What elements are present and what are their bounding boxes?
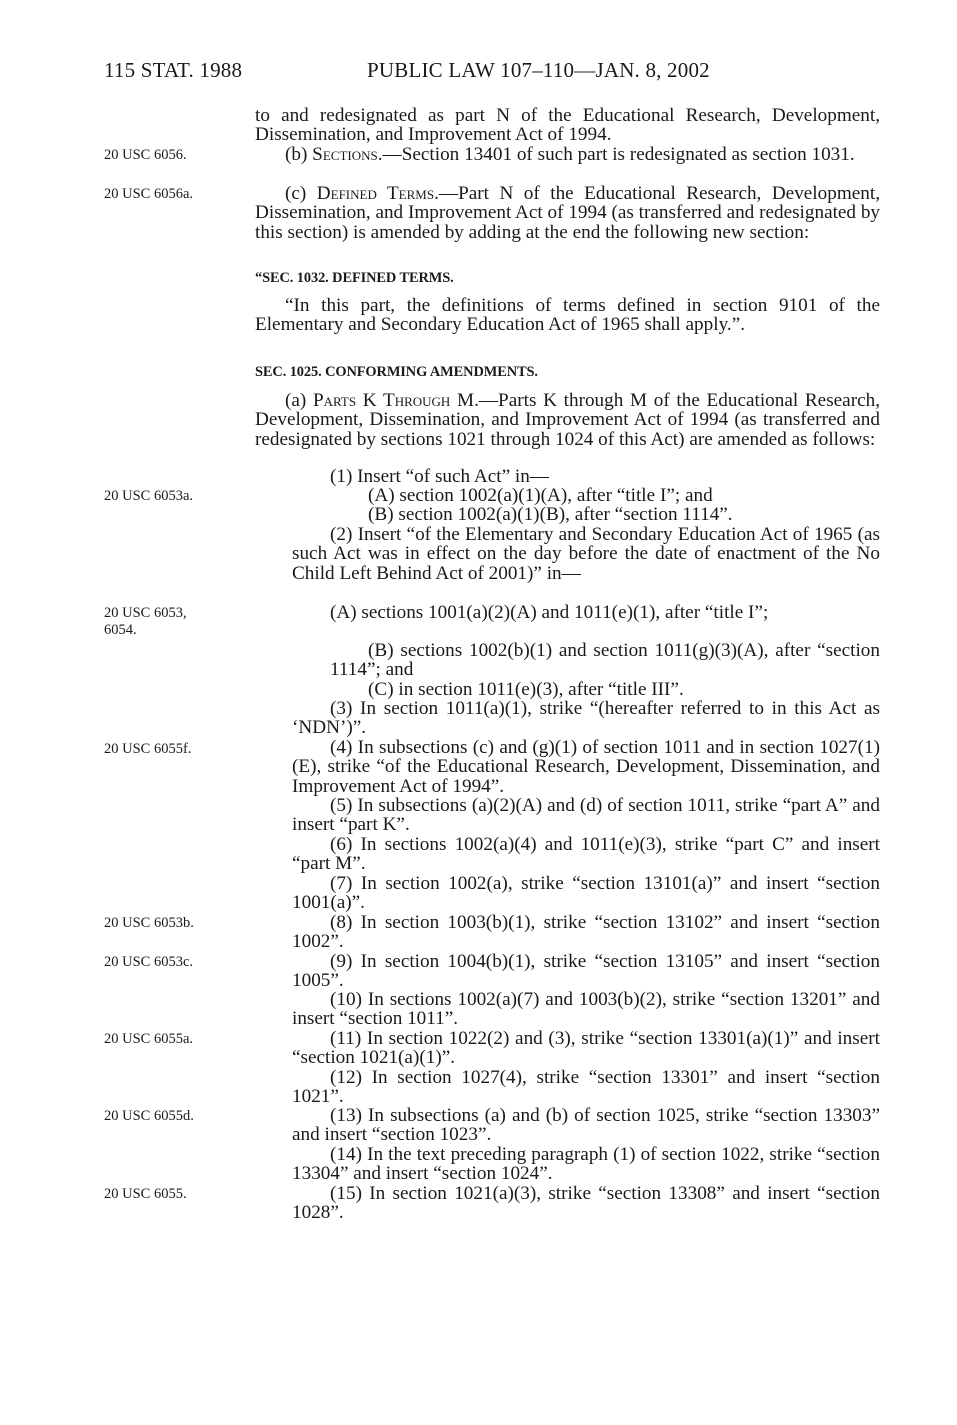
subsection-b (255, 145, 880, 164)
paragraph-item: (13) In subsections (a) and (b) of section 1025, strike “section 13303” and insert “section 1023”. (292, 1105, 880, 1146)
subsection-heading: Sections (312, 144, 378, 165)
paragraph-item: (8) In section 1003(b)(1), strike “section 13102” and insert “section 1002”. (292, 912, 880, 953)
margin-note: 20 USC 6055d. (104, 1108, 194, 1124)
margin-note: 20 USC 6056a. (104, 186, 194, 202)
subparagraph-item: (C) in section 1011(e)(3), after “title III”. (368, 679, 684, 700)
paragraph-item: (5) In subsections (a)(2)(A) and (d) of section 1011, strike “part A” and insert “part K”. (292, 795, 880, 836)
margin-note: 20 USC 6053c. (104, 954, 194, 970)
subsection-label: (a) (285, 390, 313, 411)
paragraph: “In this part, the definitions of terms defined in section 9101 of the Elementary and Secondary Education Act of 1965 shall apply.”. (255, 295, 880, 336)
subsection-text: .—Part N of the Educational Research, Development, Dissemination, and Improvement Act of 1994 (as transferred and redesignated by this section) is amended by adding at the end the following new section: (255, 183, 881, 243)
subparagraph-item: (A) sections 1001(a)(2)(A) and 1011(e)(1), after “title I”; (330, 602, 769, 623)
margin-note: 20 USC 6053a. (104, 488, 194, 504)
subsection-text: .—Section 13401 of such part is redesignated as section 1031. (377, 144, 855, 165)
paragraph-item: (12) In section 1027(4), strike “section 13301” and insert “section 1021”. (292, 1067, 880, 1108)
paragraph-item: (14) In the text preceding paragraph (1) of section 1022, strike “section 13304” and insert “section 1024”. (292, 1144, 880, 1185)
margin-note: 6054. (104, 622, 137, 638)
subsection-text: .—Parts K through M of the Educational Research, Development, Dissemination, and Improvement Act of 1994 (as transferred and redesignated by sections 1021 through 1024 of this Act) are amended as follows: (255, 390, 880, 450)
paragraph-item: (15) In section 1021(a)(3), strike “section 13308” and insert “section 1028”. (292, 1183, 880, 1224)
paragraph-item: (2) Insert “of the Elementary and Secondary Education Act of 1965 (as such Act was in effect on the day before the date of enactment of the No Child Left Behind Act of 2001)” in— (292, 524, 880, 584)
margin-note: 20 USC 6056. (104, 147, 187, 163)
section-heading: “SEC. 1032. DEFINED TERMS. (255, 270, 454, 286)
running-head: PUBLIC LAW 107–110—JAN. 8, 2002 (367, 58, 710, 82)
section-heading: SEC. 1025. CONFORMING AMENDMENTS. (255, 364, 538, 380)
page-number: 115 STAT. 1988 (104, 58, 243, 82)
paragraph-item: (1) Insert “of such Act” in— (330, 466, 549, 487)
subparagraph-item: (B) section 1002(a)(1)(B), after “section 1114”. (368, 504, 733, 525)
paragraph-item: (4) In subsections (c) and (g)(1) of section 1011 and in section 1027(1)(E), strike “of the Educational Research, Development, Dissemination, and Improvement Act of 1994”. (292, 737, 880, 797)
paragraph: to and redesignated as part N of the Educational Research, Development, Dissemination, and Improvement Act of 1994. (255, 105, 880, 146)
subparagraph-item: (A) section 1002(a)(1)(A), after “title I”; and (368, 485, 713, 506)
paragraph-item: (3) In section 1011(a)(1), strike “(hereafter referred to in this Act as ‘NDN’)”. (292, 698, 880, 739)
margin-note: 20 USC 6055a. (104, 1031, 194, 1047)
subsection-label: (b) (285, 144, 313, 165)
subsection-a (255, 391, 880, 449)
paragraph-item: (7) In section 1002(a), strike “section 13101(a)” and insert “section 1001(a)”. (292, 873, 880, 914)
subsection-label: (c) (285, 183, 317, 204)
subparagraph-item: (B) sections 1002(b)(1) and section 1011(g)(3)(A), after “section 1114”; and (330, 640, 880, 681)
subsection-c (255, 184, 880, 242)
paragraph-item: (10) In sections 1002(a)(7) and 1003(b)(2), strike “section 13201” and insert “section 1011”. (292, 989, 880, 1030)
paragraph-item: (6) In sections 1002(a)(4) and 1011(e)(3), strike “part C” and insert “part M”. (292, 834, 880, 875)
margin-note: 20 USC 6055f. (104, 741, 192, 757)
subsection-heading: Defined Terms (316, 183, 435, 204)
margin-note: 20 USC 6055. (104, 1186, 187, 1202)
subsection-heading: Parts K Through M (312, 390, 475, 411)
paragraph-item: (11) In section 1022(2) and (3), strike “section 13301(a)(1)” and insert “section 1021(a)(1)”. (292, 1028, 880, 1069)
margin-note: 20 USC 6053, (104, 605, 187, 621)
margin-note: 20 USC 6053b. (104, 915, 194, 931)
paragraph-item: (9) In section 1004(b)(1), strike “section 13105” and insert “section 1005”. (292, 951, 880, 992)
